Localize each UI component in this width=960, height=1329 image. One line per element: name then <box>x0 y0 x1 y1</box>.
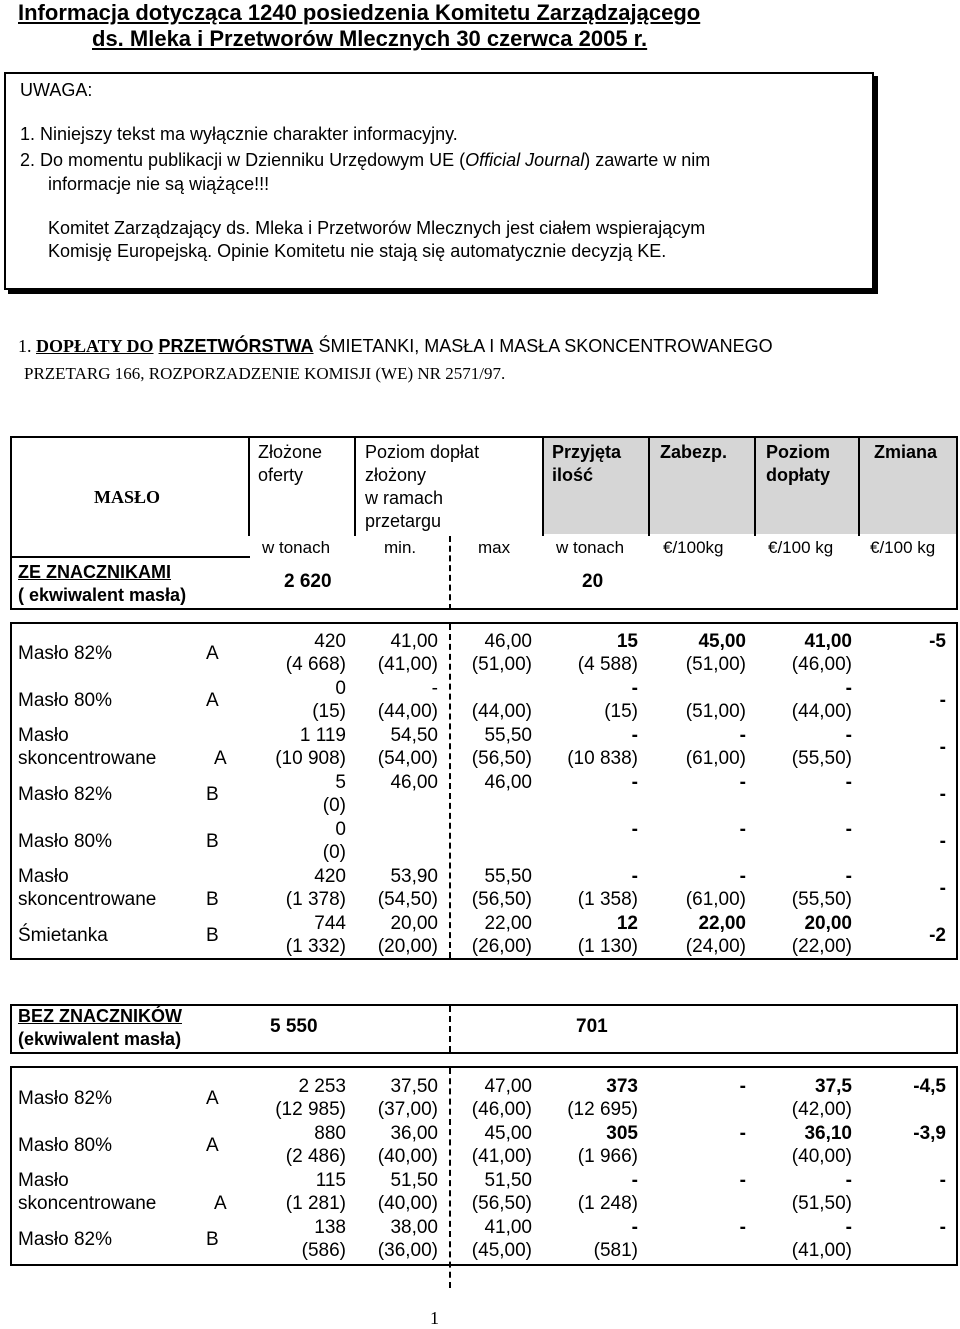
cell-min-previous: (44,00) <box>377 701 438 722</box>
cell-lvl: 37,5 <box>815 1076 852 1097</box>
cell-lvl-previous: (40,00) <box>791 1146 852 1167</box>
cell-offers-previous: (10 908) <box>275 748 346 769</box>
unit-eur-security: €/100kg <box>663 538 724 557</box>
cell-lvl: 41,00 <box>804 631 852 652</box>
cell-change: -2 <box>929 925 946 946</box>
cell-acc-previous: (4 588) <box>577 654 638 675</box>
row-category: B <box>206 831 219 852</box>
cell-offers: 880 <box>314 1123 346 1144</box>
cell-max: 45,00 <box>484 1123 532 1144</box>
cell-min-previous: (36,00) <box>377 1240 438 1261</box>
cell-max: 41,00 <box>484 1217 532 1238</box>
row-category: B <box>206 784 219 805</box>
row-category: A <box>214 1193 227 1214</box>
cell-lvl-previous: (41,00) <box>791 1240 852 1261</box>
header-divider <box>354 436 356 536</box>
cell-sec-previous: (61,00) <box>685 889 746 910</box>
cell-offers: 420 <box>314 866 346 887</box>
cell-change: - <box>939 737 946 758</box>
body1-bottom-border <box>10 958 958 960</box>
body2-top-border <box>10 1066 958 1068</box>
row-product-name: Masło skoncentrowane <box>18 725 157 769</box>
header-offers: Złożone oferty <box>258 442 323 485</box>
row-product-name: Masło 80% <box>18 831 112 852</box>
cell-lvl-previous: (55,50) <box>791 889 852 910</box>
group1-label: ZE ZNACZNIKAMI ( ekwiwalent masła) <box>18 562 187 605</box>
row-category: A <box>214 748 227 769</box>
header-divider <box>754 436 756 536</box>
cell-acc: - <box>631 725 638 746</box>
body2-bottom-border <box>10 1264 958 1266</box>
cell-min: 54,50 <box>390 725 438 746</box>
unit-tonnes-accepted: w tonach <box>556 538 625 557</box>
cell-max-previous: (26,00) <box>471 936 532 957</box>
header-divider <box>248 436 250 536</box>
cell-min: 53,90 <box>390 866 438 887</box>
cell-max: 47,00 <box>484 1076 532 1097</box>
cell-offers-previous: (586) <box>301 1240 346 1261</box>
cell-max-previous: (45,00) <box>471 1240 532 1261</box>
cell-lvl-previous: (55,50) <box>791 748 852 769</box>
cell-offers: 2 253 <box>298 1076 346 1097</box>
cell-max: 22,00 <box>484 913 532 934</box>
header-subsidy-level: Poziom dopłaty <box>766 442 831 485</box>
cell-acc: - <box>631 866 638 887</box>
cell-min: 46,00 <box>390 772 438 793</box>
cell-offers-previous: (1 332) <box>285 936 346 957</box>
group1-accepted: 20 <box>582 571 604 592</box>
cell-max-previous: (56,50) <box>471 889 532 910</box>
group2-label: BEZ ZNACZNIKÓW (ekwiwalent masła) <box>18 1006 182 1049</box>
cell-offers: 0 <box>335 819 346 840</box>
cell-acc: - <box>631 1170 638 1191</box>
corner-label: MASŁO <box>94 487 161 507</box>
cell-sec: - <box>739 1123 746 1144</box>
unit-tonnes: w tonach <box>262 538 331 557</box>
cell-lvl: - <box>845 1217 852 1238</box>
body2-right-border <box>956 1066 958 1266</box>
unit-eur-subsidy: €/100 kg <box>768 538 834 557</box>
row-product-name: Masło 82% <box>18 643 112 664</box>
row-category: A <box>206 643 219 664</box>
header-accepted: Przyjęta ilość <box>552 442 622 485</box>
group-label-top-border <box>10 556 250 558</box>
cell-max: 46,00 <box>484 631 532 652</box>
cell-sec: - <box>739 819 746 840</box>
body1-left-border <box>10 622 12 960</box>
cell-acc-previous: (1 358) <box>577 889 638 910</box>
cell-acc: - <box>631 772 638 793</box>
cell-max: 55,50 <box>484 725 532 746</box>
cell-min-previous: (20,00) <box>377 936 438 957</box>
cell-sec: - <box>739 866 746 887</box>
cell-offers: 0 <box>335 678 346 699</box>
row-category: A <box>206 690 219 711</box>
row-product-name: Masło 82% <box>18 1088 112 1109</box>
cell-change: - <box>939 1170 946 1191</box>
cell-min-previous: (40,00) <box>377 1146 438 1167</box>
cell-lvl: - <box>845 678 852 699</box>
row-product-name: Masło 80% <box>18 690 112 711</box>
row-product-name: Masło 82% <box>18 1229 112 1250</box>
row-product-name: Masło skoncentrowane <box>18 1170 157 1214</box>
notice-box <box>4 72 874 290</box>
cell-min-previous: (54,00) <box>377 748 438 769</box>
section-heading: 1. DOPŁATY DO PRZETWÓRSTWA ŚMIETANKI, MASŁA I MASŁA SKONCENTROWANEGO <box>18 336 773 356</box>
group2-right-border <box>956 1004 958 1054</box>
cell-change: - <box>939 784 946 805</box>
cell-max-previous: (41,00) <box>471 1146 532 1167</box>
header-divider <box>858 436 860 536</box>
cell-min: 41,00 <box>390 631 438 652</box>
cell-acc-previous: (1 966) <box>577 1146 638 1167</box>
cell-offers: 115 <box>315 1170 346 1191</box>
group1-bottom-border <box>10 608 958 610</box>
cell-sec-previous: (61,00) <box>685 748 746 769</box>
group2-accepted: 701 <box>576 1016 608 1037</box>
cell-acc: - <box>631 819 638 840</box>
cell-acc: 305 <box>606 1123 638 1144</box>
cell-sec: - <box>739 1076 746 1097</box>
cell-acc-previous: (10 838) <box>567 748 638 769</box>
cell-acc-previous: (1 248) <box>577 1193 638 1214</box>
header-security: Zabezp. <box>660 442 728 462</box>
cell-acc-previous: (15) <box>604 701 638 722</box>
cell-lvl-previous: (51,50) <box>791 1193 852 1214</box>
cell-acc-previous: (12 695) <box>567 1099 638 1120</box>
cell-max-previous: (56,50) <box>471 748 532 769</box>
title-line-2: ds. Mleka i Przetworów Mlecznych 30 czerwca 2005 r. <box>92 26 648 51</box>
row-product-name: Masło 82% <box>18 784 112 805</box>
title-line-1: Informacja dotycząca 1240 posiedzenia Komitetu Zarządzającego <box>18 0 701 25</box>
table-right-border-top <box>956 436 958 610</box>
header-level-submitted: Poziom dopłat złożony w ramach przetargu <box>365 442 480 531</box>
header-divider <box>542 436 544 536</box>
cell-min: 37,50 <box>390 1076 438 1097</box>
min-max-separator <box>449 1006 451 1052</box>
notice-item-1: 1. Niniejszy tekst ma wyłącznie charakter informacyjny. <box>20 124 458 144</box>
body1-top-border <box>10 622 958 624</box>
cell-offers-previous: (0) <box>322 842 346 863</box>
cell-offers-previous: (1 378) <box>285 889 346 910</box>
cell-sec-previous: (51,00) <box>685 654 746 675</box>
cell-sec-previous: (51,00) <box>685 701 746 722</box>
cell-max-previous: (51,00) <box>471 654 532 675</box>
cell-lvl: - <box>845 772 852 793</box>
cell-min-previous: (37,00) <box>377 1099 438 1120</box>
cell-min-previous: (41,00) <box>377 654 438 675</box>
group1-offers: 2 620 <box>284 571 332 592</box>
cell-lvl: - <box>845 1170 852 1191</box>
group2-offers: 5 550 <box>270 1016 318 1037</box>
cell-change: - <box>939 1217 946 1238</box>
body2-left-border <box>10 1066 12 1266</box>
cell-lvl: - <box>845 725 852 746</box>
notice-paragraph-line-2: Komisję Europejską. Opinie Komitetu nie stają się automatycznie decyzją KE. <box>48 241 667 261</box>
cell-offers: 744 <box>314 913 346 934</box>
cell-offers-previous: (2 486) <box>285 1146 346 1167</box>
cell-min: 36,00 <box>390 1123 438 1144</box>
body1-right-border <box>956 622 958 960</box>
cell-max-previous: (44,00) <box>471 701 532 722</box>
cell-change: -5 <box>929 631 946 652</box>
cell-acc-previous: (1 130) <box>577 936 638 957</box>
min-max-separator <box>449 536 451 610</box>
row-category: B <box>206 889 219 910</box>
row-product-name: Masło skoncentrowane <box>18 866 157 910</box>
cell-min: 20,00 <box>390 913 438 934</box>
cell-lvl-previous: (22,00) <box>791 936 852 957</box>
cell-acc-previous: (581) <box>593 1240 638 1261</box>
cell-lvl-previous: (42,00) <box>791 1099 852 1120</box>
notice-item-2-cont: informacje nie są wiążące!!! <box>48 174 270 194</box>
cell-offers: 1 119 <box>299 725 346 746</box>
cell-sec: - <box>739 772 746 793</box>
notice-paragraph-line-1: Komitet Zarządzający ds. Mleka i Przetworów Mlecznych jest ciałem wspierającym <box>48 218 706 238</box>
cell-max: 46,00 <box>484 772 532 793</box>
cell-offers-previous: (15) <box>312 701 346 722</box>
header-divider <box>648 436 650 536</box>
page-number: 1 <box>430 1308 439 1328</box>
cell-change: - <box>939 690 946 711</box>
cell-offers-previous: (0) <box>322 795 346 816</box>
cell-max-previous: (56,50) <box>471 1193 532 1214</box>
group2-left-border <box>10 1004 12 1054</box>
cell-sec: 45,00 <box>698 631 746 652</box>
cell-max-previous: (46,00) <box>471 1099 532 1120</box>
cell-offers: 138 <box>314 1217 346 1238</box>
cell-offers: 5 <box>335 772 346 793</box>
cell-lvl: - <box>845 819 852 840</box>
cell-acc: 15 <box>616 631 638 652</box>
table-left-border-top <box>10 436 12 610</box>
table-top-border <box>10 436 956 438</box>
notice-heading: UWAGA: <box>20 80 93 100</box>
cell-lvl: 20,00 <box>804 913 852 934</box>
row-product-name: Masło 80% <box>18 1135 112 1156</box>
unit-eur-change: €/100 kg <box>870 538 936 557</box>
cell-offers-previous: (12 985) <box>275 1099 346 1120</box>
cell-min-previous: (54,50) <box>377 889 438 910</box>
cell-acc: - <box>631 678 638 699</box>
cell-change: -3,9 <box>913 1123 946 1144</box>
cell-lvl-previous: (44,00) <box>791 701 852 722</box>
cell-sec-previous: (24,00) <box>685 936 746 957</box>
cell-offers: 420 <box>314 631 346 652</box>
header-change: Zmiana <box>874 442 938 462</box>
cell-min-previous: (40,00) <box>377 1193 438 1214</box>
cell-max: 55,50 <box>484 866 532 887</box>
cell-lvl: - <box>845 866 852 887</box>
cell-acc: - <box>631 1217 638 1238</box>
cell-acc: 373 <box>606 1076 638 1097</box>
cell-change: - <box>939 831 946 852</box>
cell-lvl: 36,10 <box>804 1123 852 1144</box>
cell-change: - <box>939 878 946 899</box>
cell-change: -4,5 <box>913 1076 946 1097</box>
row-product-name: Śmietanka <box>18 925 108 946</box>
cell-offers-previous: (1 281) <box>285 1193 346 1214</box>
unit-min: min. <box>384 538 417 557</box>
section-subline: PRZETARG 166, ROZPORZADZENIE KOMISJI (WE) NR 2571/97. <box>24 364 506 383</box>
cell-min: 38,00 <box>390 1217 438 1238</box>
cell-lvl-previous: (46,00) <box>791 654 852 675</box>
notice-item-2: 2. Do momentu publikacji w Dzienniku Urzędowym UE (Official Journal) zawarte w nim <box>20 150 711 170</box>
unit-max: max <box>478 538 511 557</box>
cell-sec: - <box>739 1217 746 1238</box>
group2-bottom-border <box>10 1052 958 1054</box>
row-category: B <box>206 1229 219 1250</box>
cell-min: - <box>431 678 438 699</box>
row-category: B <box>206 925 219 946</box>
row-category: A <box>206 1135 219 1156</box>
cell-min: 51,50 <box>390 1170 438 1191</box>
cell-sec: - <box>739 725 746 746</box>
cell-acc: 12 <box>616 913 638 934</box>
cell-sec: 22,00 <box>698 913 746 934</box>
row-category: A <box>206 1088 219 1109</box>
cell-offers-previous: (4 668) <box>285 654 346 675</box>
cell-max: 51,50 <box>484 1170 532 1191</box>
cell-sec: - <box>739 1170 746 1191</box>
